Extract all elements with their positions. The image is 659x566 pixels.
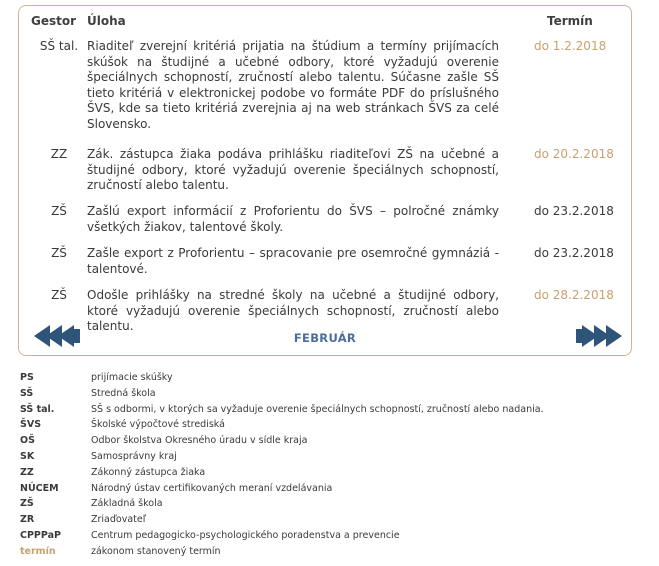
legend-desc: Odbor školstva Okresného úradu v sídle kraja (91, 435, 308, 447)
calendar-panel (18, 5, 632, 356)
legend-desc: Základná škola (91, 498, 163, 510)
legend-item (20, 451, 640, 467)
legend-item (20, 404, 640, 420)
row-termin: do 28.2.2018 (534, 288, 614, 302)
row-termin: do 23.2.2018 (534, 246, 614, 260)
next-month-arrow-icon[interactable] (576, 325, 622, 347)
row-uloha: Zašlú export informácií z Proforientu do ŠVS – polročné známky všetkých žiakov, talentové školy. (87, 204, 499, 234)
row-termin: do 23.2.2018 (534, 204, 614, 218)
legend-item (20, 483, 640, 499)
legend-abbr: SŠ (20, 387, 34, 399)
legend-item (20, 388, 640, 404)
legend-desc: Školské výpočtové strediská (91, 419, 225, 431)
legend-desc: Stredná škola (91, 387, 156, 399)
legend-item (20, 467, 640, 483)
legend-item (20, 546, 640, 562)
header-uloha: Úloha (87, 14, 126, 28)
abbreviation-legend (20, 372, 640, 562)
row-uloha: Odošle prihlášky na stredné školy na učebné a študijné odbory, ktoré vyžadujú overenie špeciálnych schopností, zručností alebo talentu. (87, 288, 499, 333)
legend-abbr: ZZ (20, 466, 34, 478)
legend-abbr: ZR (20, 514, 35, 526)
legend-desc: Národný ústav certifikovaných meraní vzdelávania (91, 482, 333, 494)
legend-item (20, 372, 640, 388)
header-termin: Termín (547, 14, 593, 28)
legend-item (20, 419, 640, 435)
header-gestor: Gestor (31, 14, 77, 28)
row-gestor: ZZ (50, 147, 68, 161)
row-uloha: Zašle export z Proforientu – spracovanie pre osemročné gymnáziá - talentové. (87, 246, 499, 276)
month-label: FEBRUÁR (293, 331, 357, 345)
row-gestor: ZŠ (51, 246, 67, 260)
legend-desc: Samosprávny kraj (91, 450, 177, 462)
row-gestor: ZŠ (51, 288, 67, 302)
legend-item (20, 530, 640, 546)
legend-abbr: CPPPaP (20, 529, 61, 541)
legend-desc: zákonom stanovený termín (91, 545, 221, 557)
legend-desc: SŠ s odbormi, v ktorých sa vyžaduje overenie špeciálnych schopností, zručností alebo nadania. (91, 403, 544, 415)
row-gestor: ZŠ (51, 204, 67, 218)
legend-abbr: termín (20, 545, 56, 557)
legend-desc: Centrum pedagogicko-psychologického poradenstva a prevencie (91, 529, 400, 541)
legend-abbr: OŠ (20, 435, 35, 447)
legend-abbr: ŠVS (20, 419, 42, 431)
legend-abbr: SK (20, 450, 35, 462)
legend-desc: Zriaďovateľ (91, 514, 147, 526)
legend-abbr: SŠ tal. (20, 403, 55, 415)
row-termin: do 20.2.2018 (534, 147, 614, 161)
row-uloha: Riaditeľ zverejní kritériá prijatia na štúdium a termíny prijímacích skúšok na študijné a učebné odbory, ktoré vyžadujú overenie špeciálnych schopností, zručností alebo talentu. Súčasne zašle SŠ tieto kritériá v elektronickej podobe vo formáte PDF do príslušného ŠVS, kde sa tieto kritériá zverejnia aj na web stránkach ŠVS za celé Slovensko. (87, 39, 499, 131)
legend-item (20, 514, 640, 530)
legend-abbr: NÚCEM (20, 482, 59, 494)
legend-item (20, 498, 640, 514)
row-uloha: Zák. zástupca žiaka podáva prihlášku riaditeľovi ZŠ na učebné a študijné odbory, ktoré vyžadujú overenie špeciálnych schopností, zručností alebo talentu. (87, 147, 499, 192)
row-gestor: SŠ tal. (39, 39, 79, 53)
row-termin: do 1.2.2018 (534, 39, 607, 53)
legend-item (20, 435, 640, 451)
legend-abbr: PS (20, 372, 34, 383)
legend-abbr: ZŠ (20, 498, 34, 510)
legend-desc: Zákonný zástupca žiaka (91, 466, 206, 478)
legend-desc: prijímacie skúšky (91, 372, 173, 383)
